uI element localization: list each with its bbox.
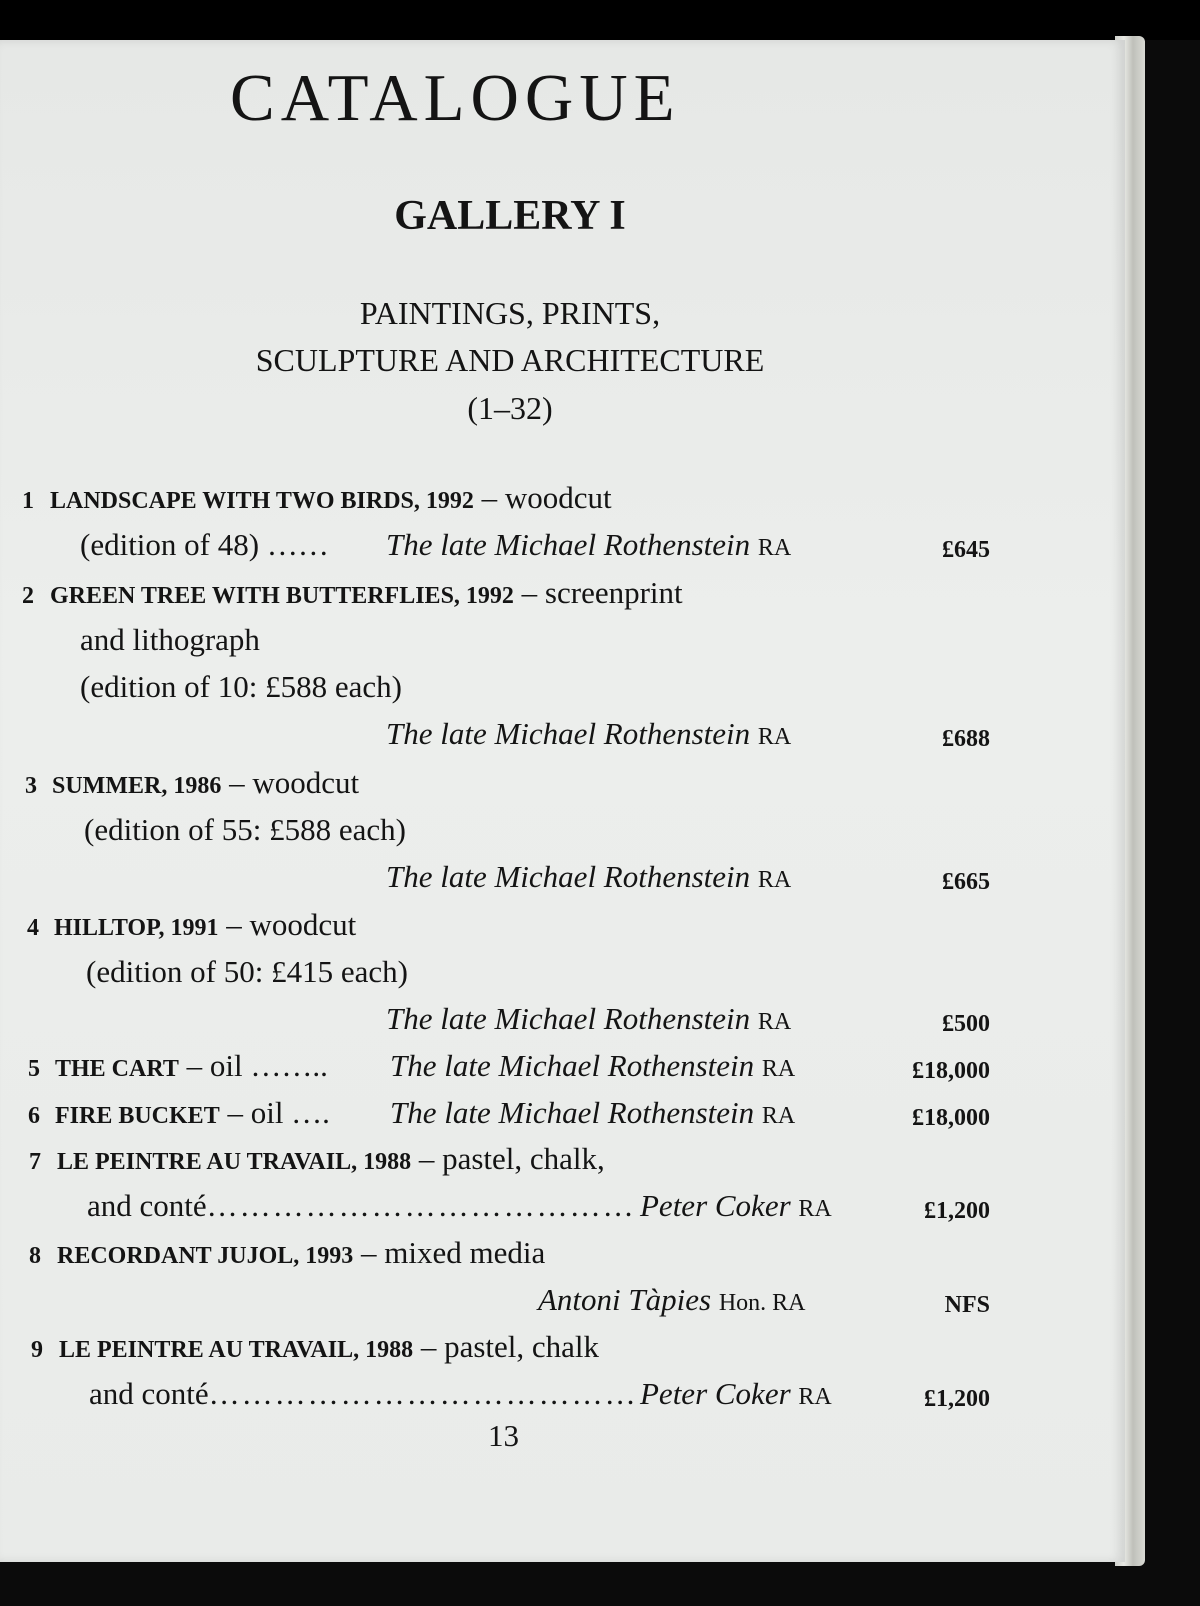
entry-title: LANDSCAPE WITH TWO BIRDS, 1992 [50,488,474,514]
page-number: 13 [488,1418,519,1453]
entry-3-artist-line [0,859,1125,903]
entry-artist: The late Michael Rothenstein [386,1001,751,1036]
section-subtitle-range: (1–32) [467,390,553,426]
entry-artist-suffix: RA [761,1103,796,1129]
entry-artist: Peter Coker [640,1376,791,1411]
entry-2-detail-1 [0,622,1125,666]
entry-price: £1,200 [924,1386,990,1412]
entry-1-heading [0,480,1125,524]
entry-medium: – pastel, chalk [420,1329,600,1364]
page-title: CATALOGUE [230,61,681,135]
gallery-heading: GALLERY I [394,193,626,239]
section-subtitle-line1: PAINTINGS, PRINTS, [359,295,661,331]
entry-title: SUMMER, 1986 [52,773,222,799]
entry-edition: (edition of 50: £415 each) [86,954,408,989]
entry-artist: The late Michael Rothenstein [386,859,751,894]
entry-edition: (edition of 10: £588 each) [80,669,402,704]
entry-1-detail [0,527,1125,571]
entry-2-detail-2 [0,669,1125,713]
entry-artist: The late Michael Rothenstein [390,1048,755,1083]
entry-title: FIRE BUCKET [55,1103,220,1129]
entry-price: £665 [942,869,990,895]
entry-2-heading [0,575,1125,619]
entry-8-artist-line [0,1282,1125,1326]
entry-title: RECORDANT JUJOL, 1993 [57,1243,354,1269]
entry-medium: – oil …. [227,1095,330,1130]
entry-6 [0,1095,1125,1139]
entry-artist-suffix: RA [757,535,792,561]
entry-price: £688 [942,726,990,752]
entry-edition: (edition of 55: £588 each) [84,812,406,847]
entry-number: 7 [29,1149,41,1175]
entry-price: £18,000 [912,1058,990,1084]
entry-price: £18,000 [912,1105,990,1131]
entry-artist-suffix: RA [761,1056,796,1082]
entry-medium: – woodcut [226,907,357,942]
entry-price: £1,200 [924,1198,990,1224]
entry-title: HILLTOP, 1991 [54,915,219,941]
entry-artist-suffix: RA [757,867,792,893]
entry-7-detail [0,1188,1125,1232]
entry-number: 6 [28,1103,40,1129]
entry-5 [0,1048,1125,1092]
entry-medium: – woodcut [229,765,360,800]
entry-artist: The late Michael Rothenstein [386,527,751,562]
entry-price: £500 [942,1011,990,1037]
entry-title: GREEN TREE WITH BUTTERFLIES, 1992 [50,583,514,609]
entry-artist: The late Michael Rothenstein [390,1095,755,1130]
entry-artist-suffix: Hon. RA [718,1290,806,1316]
entry-title: LE PEINTRE AU TRAVAIL, 1988 [57,1149,412,1175]
entry-artist-suffix: RA [798,1196,832,1222]
catalogue-page [0,40,1125,1562]
entry-artist-suffix: RA [757,724,792,750]
leader-dots: ………………………………… [206,1188,636,1223]
entry-number: 1 [22,488,34,514]
entry-4-artist-line [0,1001,1125,1045]
entry-number: 3 [25,773,37,799]
entry-medium: – mixed media [361,1235,546,1270]
entry-edition: (edition of 48) …… [80,527,329,562]
entry-number: 5 [28,1056,40,1082]
entry-9-heading [0,1329,1125,1373]
entry-2-artist-line [0,716,1125,760]
entry-4-heading [0,907,1125,951]
entry-number: 9 [31,1337,43,1363]
entry-3-heading [0,765,1125,809]
entry-medium-continued: and lithograph [80,622,260,657]
entry-medium-continued: and conté [89,1376,209,1411]
entry-price: NFS [944,1292,990,1318]
entry-title: THE CART [55,1056,179,1082]
entry-number: 2 [22,583,34,609]
entry-artist: Antoni Tàpies [538,1282,712,1317]
entry-7-heading [0,1141,1125,1185]
entry-price: £645 [942,537,990,563]
entry-artist: The late Michael Rothenstein [386,716,751,751]
leader-dots: ………………………………… [208,1376,638,1411]
entry-artist-suffix: RA [798,1384,832,1410]
entry-3-detail [0,812,1125,856]
entry-medium-continued: and conté [87,1188,207,1223]
entry-number: 8 [29,1243,41,1269]
entry-title: LE PEINTRE AU TRAVAIL, 1988 [59,1337,414,1363]
entry-8-heading [0,1235,1125,1279]
entry-4-detail [0,954,1125,998]
entry-artist: Peter Coker [640,1188,791,1223]
entry-medium: – pastel, chalk, [418,1141,605,1176]
entry-number: 4 [27,915,39,941]
entry-9-detail [0,1376,1125,1420]
section-subtitle-line2: SCULPTURE AND ARCHITECTURE [255,342,765,378]
entry-medium: – woodcut [481,480,612,515]
entry-medium: – screenprint [521,575,683,610]
scan-top-border [0,0,1200,40]
entry-medium: – oil …….. [186,1048,328,1083]
entry-artist-suffix: RA [757,1009,792,1035]
